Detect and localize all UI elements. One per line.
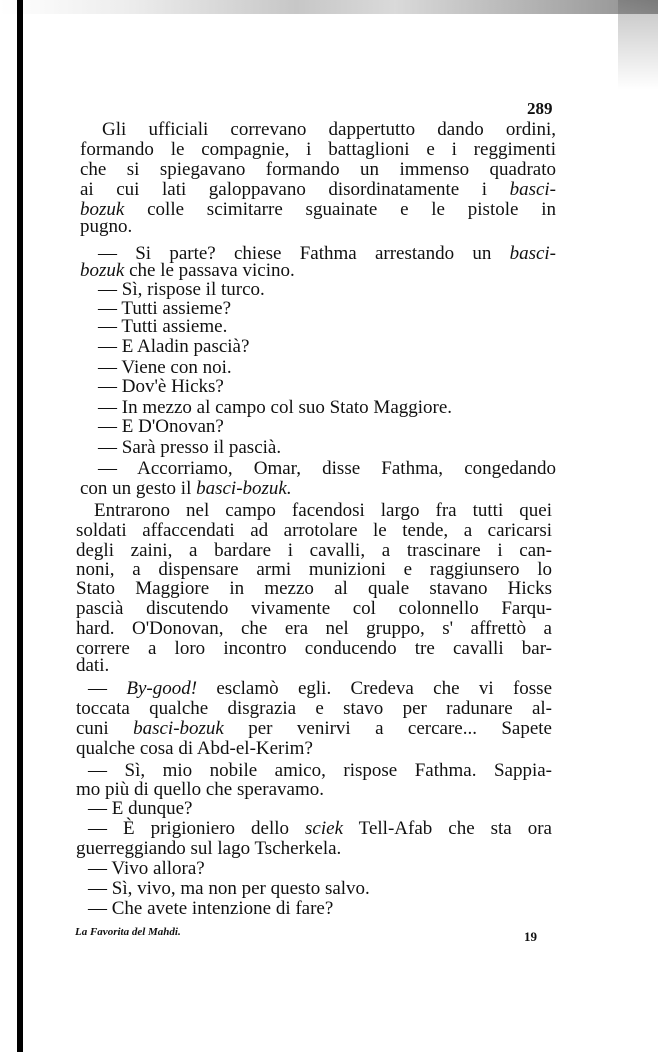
page-number: 289 [527, 99, 553, 118]
text-line [98, 377, 556, 397]
text-line [76, 656, 552, 676]
text-segment: Stato Maggiore in mezzo al quale stavano Hicks [76, 578, 552, 599]
text-segment: — Sì, vivo, ma non per questo salvo. [88, 878, 370, 899]
text-line [88, 879, 552, 899]
text-segment: — Sì, mio nobile amico, rispose Fathma. Sappia- [88, 760, 552, 781]
text-segment: guerreggiando sul lago Tscherkela. [76, 838, 342, 859]
text-line [80, 479, 556, 499]
text-segment: correre a loro incontro conducendo tre cavalli bar- [76, 638, 552, 659]
text-segment: cuni [76, 718, 134, 739]
text-segment: mo più di quello che speravamo. [76, 779, 324, 800]
footer-book-title: La Favorita del Mahdi. [75, 926, 181, 938]
italic-text: basci- [509, 179, 556, 200]
text-line [98, 280, 556, 300]
italic-text: basci- [509, 243, 556, 264]
text-segment: — È prigioniero dello [88, 818, 306, 839]
text-segment: Tell-Afab che sta ora [343, 818, 552, 839]
text-segment: — Sì, rispose il turco. [98, 279, 265, 300]
text-segment: pugno. [80, 216, 133, 237]
text-line [88, 819, 552, 839]
text-segment: soldati affaccendati ad arrotolare le tende, a caricarsi [76, 520, 552, 541]
text-segment: — Vivo allora? [88, 858, 205, 879]
text-line [76, 541, 552, 561]
text-line [76, 780, 552, 800]
text-line [98, 438, 556, 458]
text-line [98, 459, 556, 479]
text-segment: — E D'Onovan? [98, 416, 224, 437]
text-line [88, 899, 552, 919]
scan-noise-corner [618, 0, 658, 90]
text-segment: Entrarono nel campo facendosi largo fra tutti quei [94, 500, 552, 521]
text-segment: — E dunque? [88, 798, 193, 819]
italic-text: basci-bozuk [133, 718, 224, 739]
italic-text: sciek [305, 818, 344, 839]
italic-text: bozuk [80, 199, 125, 220]
text-segment: — Accorriamo, Omar, disse Fathma, congedando [98, 458, 556, 479]
text-line [76, 579, 552, 599]
text-line [88, 859, 552, 879]
text-segment: — Che avete intenzione di fare? [88, 898, 334, 919]
text-line [88, 799, 552, 819]
text-segment: — Viene con noi. [98, 357, 232, 378]
text-line [98, 417, 556, 437]
text-segment: toccata qualche disgrazia e stavo per radunare al- [76, 698, 552, 719]
text-segment: — E Aladin pascià? [98, 336, 250, 357]
text-segment: degli zaini, a bardare i cavalli, a trascinare i can- [76, 540, 552, 561]
text-line [76, 521, 552, 541]
text-segment: dati. [76, 655, 110, 676]
text-segment: formando le compagnie, i battaglioni e i reggimenti [80, 139, 556, 160]
text-line [98, 317, 556, 337]
text-segment: — Dov'è Hicks? [98, 376, 224, 397]
text-segment: esclamò egli. Credeva che vi fosse [197, 678, 553, 699]
text-line [76, 739, 552, 759]
text-line [80, 140, 556, 160]
text-line [94, 501, 552, 521]
page-binding-edge [17, 0, 23, 1052]
text-segment: che le passava vicino. [124, 260, 295, 281]
scan-noise-top [0, 0, 658, 14]
text-line [80, 261, 556, 281]
text-segment: pascià discutendo vivamente col colonnello Farqu- [76, 598, 552, 619]
text-line [98, 358, 556, 378]
text-segment: — In mezzo al campo col suo Stato Maggiore. [98, 397, 453, 418]
italic-text: By-good! [126, 678, 198, 699]
text-segment: per venirvi a cercare... Sapete [223, 718, 552, 739]
text-segment: Gli ufficiali correvano dappertutto dando ordini, [102, 119, 556, 140]
text-line [76, 699, 552, 719]
text-line [76, 619, 552, 639]
text-segment: — Sarà presso il pascià. [98, 437, 282, 458]
italic-text: bozuk [80, 260, 125, 281]
text-segment: — Si parte? chiese Fathma arrestando un [98, 243, 510, 264]
text-segment: — Tutti assieme? [98, 298, 232, 319]
text-segment: hard. O'Donovan, che era nel gruppo, s' affrettò a [76, 618, 552, 639]
text-line [98, 398, 556, 418]
text-line [80, 160, 556, 180]
text-line [76, 719, 552, 739]
text-segment: — Tutti assieme. [98, 316, 228, 337]
footer-signature-mark: 19 [524, 929, 537, 944]
text-line [76, 560, 552, 580]
text-line [80, 217, 556, 237]
text-segment: colle scimitarre sguainate e le pistole in [124, 199, 556, 220]
text-segment: qualche cosa di Abd-el-Kerim? [76, 738, 313, 759]
text-line [88, 679, 552, 699]
text-line [102, 120, 556, 140]
text-segment: noni, a dispensare armi munizioni e raggiunsero lo [76, 559, 552, 580]
italic-text: basci-bozuk. [196, 478, 292, 499]
text-line [88, 761, 552, 781]
text-line [80, 180, 556, 200]
text-line [76, 839, 552, 859]
text-line [76, 599, 552, 619]
text-line [98, 337, 556, 357]
text-segment: — [88, 678, 127, 699]
text-segment: ai cui lati galoppavano disordinatamente i [80, 179, 510, 200]
text-segment: che si spiegavano formando un immenso quadrato [80, 159, 556, 180]
text-segment: con un gesto il [80, 478, 197, 499]
